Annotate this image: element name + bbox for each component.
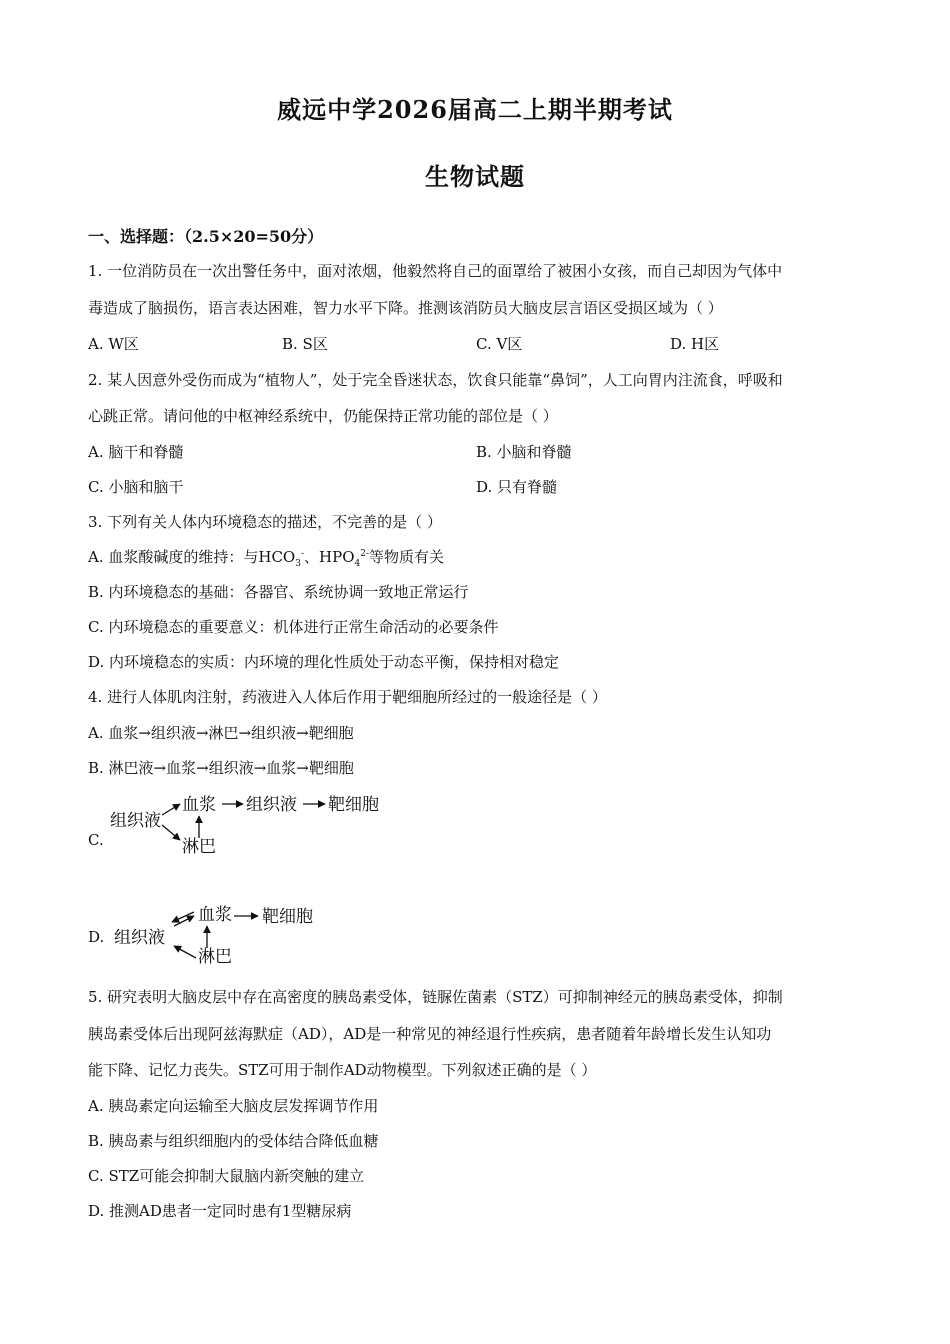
q2-stem-line1: 2. 某人因意外受伤而成为“植物人”，处于完全昏迷状态，饮食只能靠“鼻饲”，人工向胃内注流食，呼吸和 <box>88 371 783 389</box>
section-heading: 一、选择题：（2.5×20=50分） <box>88 227 324 246</box>
q4-option-d-label: D. <box>88 928 105 946</box>
q3-sup-2minus: 2- <box>360 549 370 559</box>
q3-option-b: B. 内环境稳态的基础：各器官、系统协调一致地正常运行 <box>88 583 469 601</box>
q3-sub-3: 3 <box>295 559 301 569</box>
q4-option-c-label: C. <box>88 831 104 849</box>
q4c-node-tissue-fluid-2: 组织液 <box>246 795 297 815</box>
q2-option-d: D. 只有脊髓 <box>476 478 558 496</box>
q4-option-a: A. 血浆→组织液→淋巴→组织液→靶细胞 <box>88 724 354 742</box>
q1-option-b: B. S区 <box>282 335 328 353</box>
q1-option-a: A. W区 <box>88 335 139 353</box>
q1-stem-line2: 毒造成了脑损伤，语言表达困难，智力水平下降。推测该消防员大脑皮层言语区受损区域为（ ） <box>88 299 723 317</box>
q4d-node-tissue-fluid: 组织液 <box>114 928 165 948</box>
q2-stem-line2: 心跳正常。请问他的中枢神经系统中，仍能保持正常功能的部位是（ ） <box>88 407 558 425</box>
q4-stem: 4. 进行人体肌肉注射，药液进入人体后作用于靶细胞所经过的一般途径是（ ） <box>88 688 607 706</box>
q4c-node-tissue-fluid: 组织液 <box>110 811 161 831</box>
q5-stem-line2: 胰岛素受体后出现阿兹海默症（AD），AD是一种常见的神经退行性疾病，患者随着年龄增长发生认知功 <box>88 1025 772 1043</box>
q3-option-a <box>88 546 868 568</box>
q4d-node-lymph: 淋巴 <box>198 947 232 967</box>
q1-option-c: C. V区 <box>476 335 523 353</box>
q4c-arrow-tissue-to-lymph <box>162 825 180 840</box>
q1-stem-line1: 1. 一位消防员在一次出警任务中，面对浓烟，他毅然将自己的面罩给了被困小女孩，而自己却因为气体中 <box>88 262 783 280</box>
q3-option-a-mid: 、HPO <box>304 548 355 566</box>
q4c-node-plasma: 血浆 <box>182 795 216 815</box>
q3-sub-4: 4 <box>354 559 361 569</box>
q5-stem-line1: 5. 研究表明大脑皮层中存在高密度的胰岛素受体，链脲佐菌素（STZ）可抑制神经元的胰岛素受体，抑制 <box>88 988 783 1006</box>
q4c-arrows <box>100 790 400 865</box>
q3-sup-minus: - <box>300 549 305 559</box>
q4d-node-target-cell: 靶细胞 <box>262 907 313 927</box>
q4d-arrows <box>160 900 280 970</box>
q4c-node-target-cell: 靶细胞 <box>328 795 379 815</box>
q3-stem: 3. 下列有关人体内环境稳态的描述，不完善的是（ ） <box>88 513 442 531</box>
q4d-arrow-tissue-to-plasma <box>174 916 194 926</box>
q1-option-d: D. H区 <box>670 335 720 353</box>
q4c-node-lymph: 淋巴 <box>182 837 216 857</box>
q4d-node-plasma: 血浆 <box>198 905 232 925</box>
q2-option-b: B. 小脑和脊髓 <box>476 443 572 461</box>
q4c-arrow-tissue-to-plasma <box>162 804 180 815</box>
q5-option-d: D. 推测AD患者一定同时患有1型糖尿病 <box>88 1202 352 1220</box>
q5-option-b: B. 胰岛素与组织细胞内的受体结合降低血糖 <box>88 1132 379 1150</box>
q5-stem-line3: 能下降、记忆力丧失。STZ可用于制作AD动物模型。下列叙述正确的是（ ） <box>88 1061 597 1079</box>
q5-option-a: A. 胰岛素定向运输至大脑皮层发挥调节作用 <box>88 1097 379 1115</box>
q2-option-a: A. 脑干和脊髓 <box>88 443 184 461</box>
exam-title: 威远中学2026届高二上期半期考试 <box>277 95 673 124</box>
q3-option-a-prefix: A. 血浆酸碱度的维持：与HCO <box>88 548 296 566</box>
q5-option-c: C. STZ可能会抑制大鼠脑内新突触的建立 <box>88 1167 365 1185</box>
q3-option-a-suffix: 等物质有关 <box>369 548 445 566</box>
q3-option-c: C. 内环境稳态的重要意义：机体进行正常生命活动的必要条件 <box>88 618 499 636</box>
q2-option-c: C. 小脑和脑干 <box>88 478 184 496</box>
exam-subtitle: 生物试题 <box>425 162 525 191</box>
q4d-arrow-lymph-to-tissue <box>174 946 196 958</box>
q4-option-b: B. 淋巴液→血浆→组织液→血浆→靶细胞 <box>88 759 354 777</box>
q3-option-d: D. 内环境稳态的实质：内环境的理化性质处于动态平衡，保持相对稳定 <box>88 653 560 671</box>
